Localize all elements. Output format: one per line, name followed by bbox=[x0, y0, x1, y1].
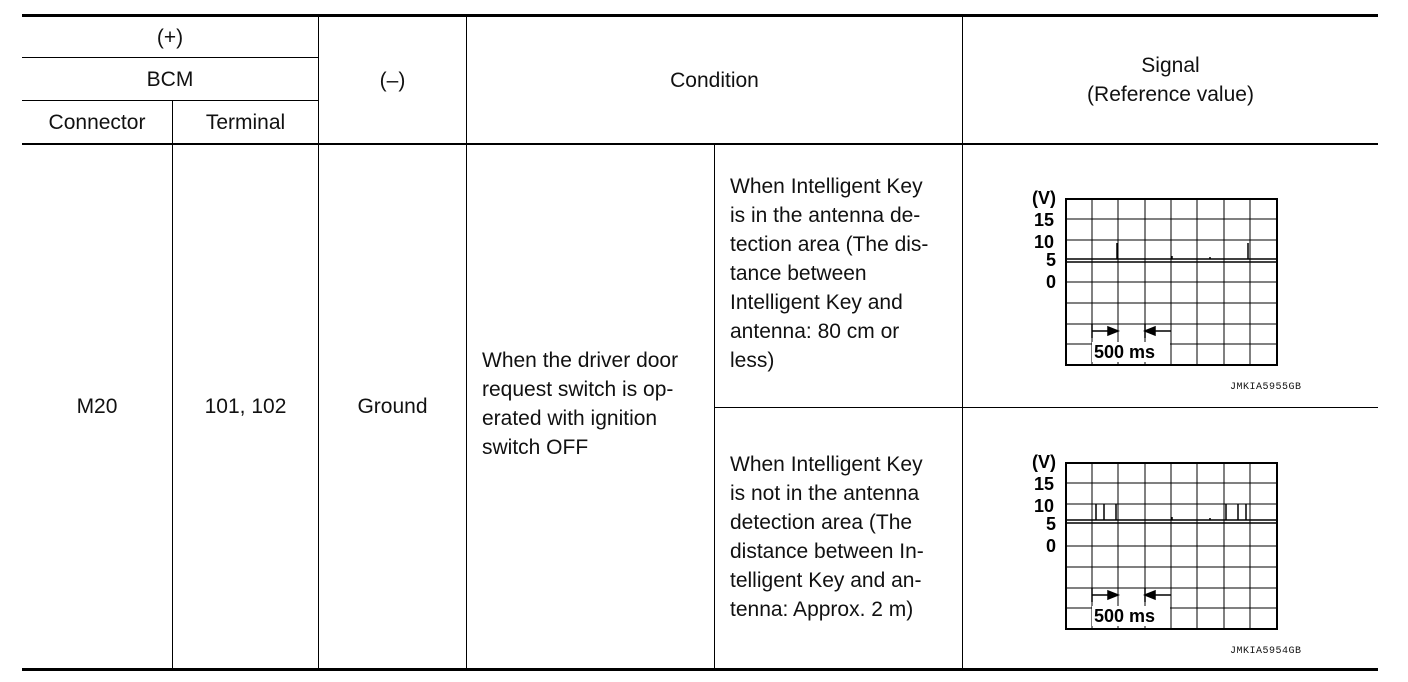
scope-unit-label: (V) bbox=[1032, 188, 1056, 208]
scope-time-label: 500 ms bbox=[1094, 342, 1156, 362]
sub-condition-line: is in the antenna de- bbox=[730, 204, 921, 227]
oscilloscope-waveform-2 bbox=[1030, 450, 1282, 634]
sub-condition-line: tection area (The dis- bbox=[730, 233, 929, 256]
main-condition-line: erated with ignition bbox=[482, 407, 658, 430]
scope-image-id-2: JMKIA5954GB bbox=[1230, 646, 1302, 657]
scope-y-label-5: 5 bbox=[1046, 250, 1057, 270]
cell-terminal: 101, 102 bbox=[204, 395, 287, 418]
sub-condition-line: less) bbox=[730, 349, 775, 372]
vrule-condition-split bbox=[714, 144, 715, 670]
cell-connector: M20 bbox=[76, 395, 118, 418]
main-condition-text bbox=[482, 346, 678, 462]
scope-time-label: 500 ms bbox=[1094, 606, 1156, 626]
sub-condition-line: antenna: 80 cm or bbox=[730, 320, 900, 343]
sub-condition-line: Intelligent Key and bbox=[730, 291, 903, 314]
header-terminal: Terminal bbox=[205, 110, 286, 134]
scope-y-label-15: 15 bbox=[1034, 474, 1055, 494]
scope-y-label-10: 10 bbox=[1034, 496, 1055, 516]
main-condition-line: switch OFF bbox=[482, 436, 589, 459]
oscilloscope-waveform-1 bbox=[1030, 186, 1282, 370]
sub-condition-line: tance between bbox=[730, 262, 867, 285]
scope-unit-label: (V) bbox=[1032, 452, 1056, 472]
main-condition-line: When the driver door bbox=[482, 349, 679, 372]
subrow-rule bbox=[714, 407, 1378, 408]
sub-condition-line: distance between In- bbox=[730, 540, 924, 563]
sub-condition-line: tenna: Approx. 2 m) bbox=[730, 598, 914, 621]
header-condition: Condition bbox=[670, 68, 759, 92]
header-minus: (–) bbox=[379, 68, 406, 92]
header-connector: Connector bbox=[48, 110, 146, 134]
scope-y-label-0: 0 bbox=[1046, 272, 1057, 292]
table-bottom-border bbox=[22, 668, 1378, 671]
sub-condition-line: detection area (The bbox=[730, 511, 913, 534]
header-signal-line1: Signal bbox=[1141, 54, 1200, 77]
sub-condition-line: is not in the antenna bbox=[730, 482, 920, 505]
sub-condition-1-text bbox=[730, 172, 928, 375]
sub-condition-2-text bbox=[730, 450, 924, 624]
cell-ground: Ground bbox=[357, 395, 428, 418]
header-signal-line2: (Reference value) bbox=[1087, 83, 1254, 106]
sub-condition-line: telligent Key and an- bbox=[730, 569, 922, 592]
header-plus: (+) bbox=[156, 25, 184, 49]
header-bcm: BCM bbox=[146, 67, 194, 91]
header-signal bbox=[963, 17, 1378, 143]
scope-y-label-5: 5 bbox=[1046, 514, 1057, 534]
scope-y-label-15: 15 bbox=[1034, 210, 1055, 230]
scope-image-id-1: JMKIA5955GB bbox=[1230, 382, 1302, 393]
scope-y-label-10: 10 bbox=[1034, 232, 1055, 252]
main-condition-line: request switch is op- bbox=[482, 378, 674, 401]
scope-y-label-0: 0 bbox=[1046, 536, 1057, 556]
sub-condition-line: When Intelligent Key bbox=[730, 453, 923, 476]
sub-condition-line: When Intelligent Key bbox=[730, 175, 923, 198]
